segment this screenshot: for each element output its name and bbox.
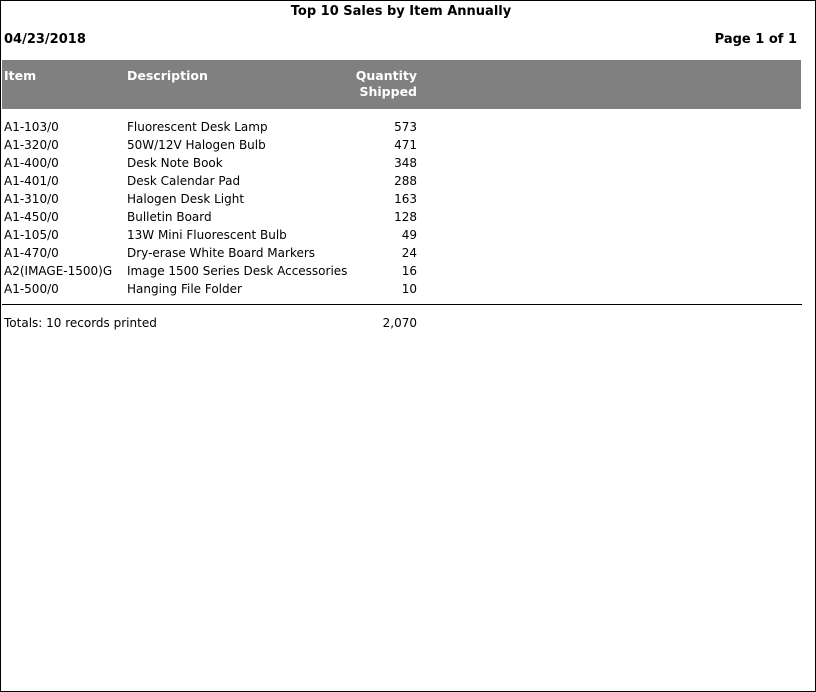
table-row — [1, 245, 801, 263]
item-description: Image 1500 Series Desk Accessories — [127, 264, 348, 278]
quantity-shipped: 471 — [394, 138, 417, 152]
item-description: Halogen Desk Light — [127, 192, 245, 206]
item-code: A1-470/0 — [4, 246, 59, 260]
column-header-item: Item — [4, 68, 37, 83]
table-row — [1, 191, 801, 209]
item-code: A1-400/0 — [4, 156, 59, 170]
item-description: Dry-erase White Board Markers — [127, 246, 316, 260]
item-code: A1-310/0 — [4, 192, 59, 206]
item-code: A1-500/0 — [4, 282, 59, 296]
table-row — [1, 173, 801, 191]
quantity-shipped: 128 — [394, 210, 417, 224]
table-row — [1, 209, 801, 227]
quantity-shipped: 348 — [394, 156, 417, 170]
table-row — [1, 137, 801, 155]
item-description: 50W/12V Halogen Bulb — [127, 138, 266, 152]
quantity-shipped: 49 — [401, 228, 417, 242]
item-description: Fluorescent Desk Lamp — [127, 120, 268, 134]
item-code: A1-105/0 — [4, 228, 59, 242]
table-row — [1, 263, 801, 281]
quantity-shipped: 288 — [394, 174, 417, 188]
page-indicator: Page 1 of 1 — [714, 32, 797, 47]
report-rows — [1, 119, 801, 299]
totals-label: Totals: 10 records printed — [4, 316, 157, 330]
table-row — [1, 119, 801, 137]
column-header-quantity-line2: Shipped — [359, 84, 417, 99]
column-header-band — [2, 60, 801, 109]
item-description: Desk Note Book — [127, 156, 223, 170]
quantity-shipped: 10 — [401, 282, 417, 296]
quantity-shipped: 16 — [401, 264, 417, 278]
table-row — [1, 155, 801, 173]
item-description: Desk Calendar Pad — [127, 174, 241, 188]
item-description: 13W Mini Fluorescent Bulb — [127, 228, 287, 242]
item-description: Bulletin Board — [127, 210, 212, 224]
table-row — [1, 281, 801, 299]
quantity-shipped: 24 — [401, 246, 417, 260]
item-code: A1-401/0 — [4, 174, 59, 188]
totals-quantity: 2,070 — [382, 316, 417, 330]
item-code: A2(IMAGE-1500)G — [4, 264, 113, 278]
item-code: A1-103/0 — [4, 120, 59, 134]
column-header-description: Description — [127, 68, 208, 83]
report-date: 04/23/2018 — [4, 32, 86, 47]
quantity-shipped: 163 — [394, 192, 417, 206]
report-title: Top 10 Sales by Item Annually — [290, 4, 512, 19]
table-row — [1, 227, 801, 245]
item-code: A1-450/0 — [4, 210, 59, 224]
quantity-shipped: 573 — [394, 120, 417, 134]
totals-divider — [2, 304, 802, 305]
item-description: Hanging File Folder — [127, 282, 242, 296]
column-header-quantity-line1: Quantity — [355, 68, 417, 83]
item-code: A1-320/0 — [4, 138, 59, 152]
column-header-quantity — [332, 68, 417, 100]
